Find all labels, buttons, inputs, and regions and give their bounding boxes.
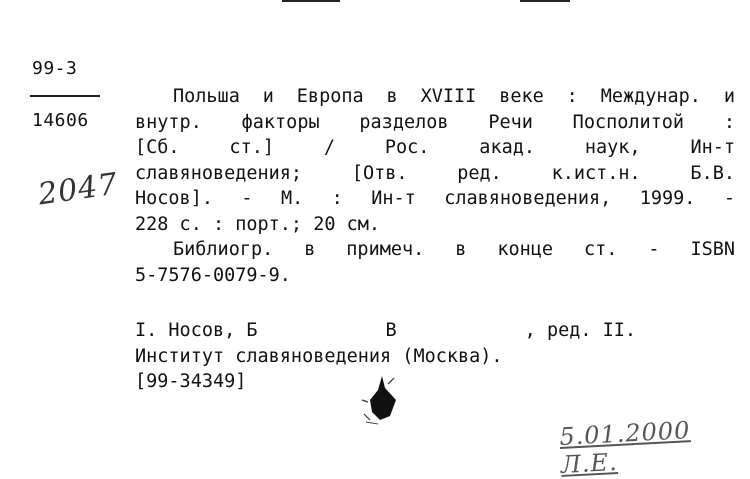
tracing-line-1 — [135, 318, 735, 344]
tracing-editor-role: , ред. II. — [524, 320, 637, 341]
main-entry — [135, 84, 735, 288]
call-number: 99-3 — [32, 58, 78, 79]
note-line: Библиогр. в примеч. в конце ст. - ISBN — [173, 239, 735, 260]
title-line: Польша и Европа в XVIII веке : Междунар. и — [173, 86, 735, 107]
tracing-editor-name: I. Носов, Б — [135, 320, 258, 341]
handwritten-date-signature: 5.01.2000 Л.Е. — [558, 416, 692, 479]
collation-line: 228 с. : порт.; 20 см. — [135, 213, 381, 235]
divider — [30, 95, 100, 97]
handwritten-inventory-number: 2047 — [35, 166, 121, 213]
accession-number: 14606 — [32, 110, 89, 131]
isbn-line: 5-7576-0079-9. — [135, 264, 291, 286]
title-line: [Сб. ст.] / Рос. акад. наук, Ин-т — [135, 137, 735, 158]
tracing-line-2: Институт славяноведения (Москва). — [135, 345, 503, 367]
top-rule-left — [282, 0, 340, 2]
tracings — [135, 318, 735, 395]
tracing-editor-initial: В — [385, 320, 397, 341]
title-line: внутр. факторы разделов Речи Посполитой : — [135, 111, 735, 133]
top-rule-right — [520, 0, 570, 2]
title-line: славяноведения; [Отв. ред. к.ист.н. Б.В. — [135, 162, 735, 184]
imprint-line: Носов]. - М. : Ин-т славяноведения, 1999. - — [135, 188, 735, 209]
ink-stamp-mark — [360, 370, 404, 426]
tracing-line-3: [99-34349] — [135, 371, 247, 392]
